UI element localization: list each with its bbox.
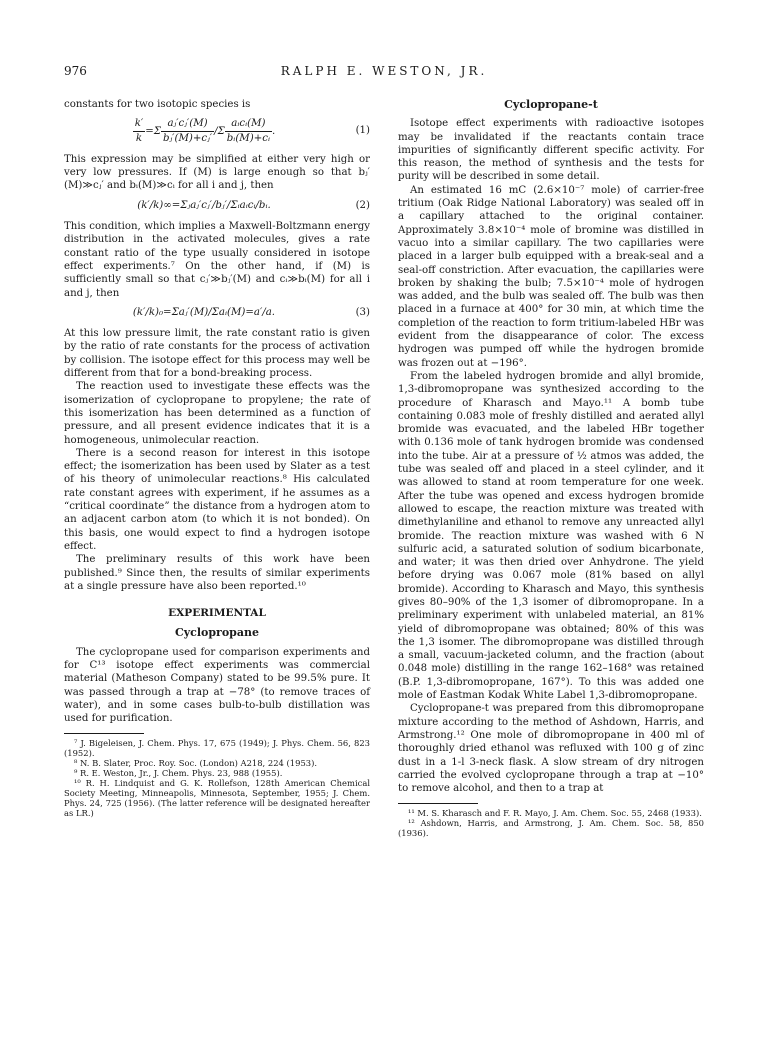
equation-1: $\frac{k'}{k}$ =Σ $\frac{\text{aⱼ′cⱼ′(M)}}{\text{bⱼ′(M)+cⱼ′}}$ /Σ $\frac{\text{aᵢcᵢ(M)}}{\text{bᵢ(M)+cᵢ}}$ . (1) bbox=[134, 118, 370, 144]
section-heading: EXPERIMENTAL bbox=[168, 607, 266, 620]
footnotes bbox=[398, 808, 704, 838]
paragraph: From the labeled hydrogen bromide and allyl bromide, 1,3-dibromopropane was synthesized according to the procedure of Kharasch and Mayo.¹¹ A bomb tube containing 0.083 mole of freshly distilled and aerated allyl bromide was evacuated, and the labeled HBr together with 0.136 mole of tank hydrogen bromide was condensed into the tube. Air at a pressure of ½ atmos was added, the tube was sealed off and placed in a steel cylinder, and it was allowed to stand at room temperature for one week. After the tube was opened and excess hydrogen bromide allowed to escape, the reaction mixture was treated with dimethylaniline and ethanol to remove any unreacted allyl bromide. The reaction mixture was washed with 6 N sulfuric acid, a saturated solution of sodium bicarbonate, and water; it was then dried over Anhydrone. The yield before drying was 0.067 mole (81% based on allyl bromide). According to Kharasch and Mayo, this synthesis gives 80–90% of the 1,3 isomer of dibromopropane. In a preliminary experiment with unlabeled material, an 81% yield of dibromopropane was obtained; 80% of this was the 1,3 isomer. The dibromopropane was distilled through a small, vacuum-jacketed column, and the fraction (about 0.048 mole) distilling in the range 162–168° was retained (B.P. 1,3-dibromopropane, 167°). To this was added one mole of Eastman Kodak White Label 1,3-dibromopropane. bbox=[398, 370, 704, 702]
footnote: ⁹ R. E. Weston, Jr., J. Chem. Phys. 23, 988 (1955). bbox=[74, 768, 283, 779]
left-column bbox=[64, 98, 370, 818]
paragraph: The cyclopropane used for comparison experiments and for C¹³ isotope effect experiments was commercial material (Matheson Company) stated to be 99.5% pure. It was passed through a trap at −78° (to remove traces of water), and in some cases bulb-to-bulb distillation was used for purification. bbox=[64, 646, 370, 725]
footnote: ¹¹ M. S. Kharasch and F. R. Mayo, J. Am. Chem. Soc. 55, 2468 (1933). bbox=[408, 808, 702, 819]
page-header bbox=[64, 64, 704, 82]
equation-number: (2) bbox=[355, 199, 370, 211]
equation-number: (1) bbox=[355, 125, 370, 137]
paragraph: Isotope effect experiments with radioactive isotopes may be invalidated if the reactants contain trace impurities of significantly different specific activity. For this reason, the method of synthesis and the tests for purity will be described in some detail. bbox=[398, 118, 704, 183]
paragraph: The reaction used to investigate these effects was the isomerization of cyclopropane to propylene; the rate of this isomerization has been determined as a function of pressure, and all present evidence indicates that it is a homogeneous, unimolecular reaction. bbox=[64, 381, 370, 446]
paragraph: Cyclopropane-t was prepared from this dibromopropane mixture according to the method of Ashdown, Harris, and Armstrong.¹² One mole of dibromopropane in 400 ml of thoroughly dried ethanol was refluxed with 100 g of zinc dust in a 1-l 3-neck flask. A slow stream of dry nitrogen carried the evolved cyclopropane through a trap at −10° to remove alcohol, and then to a trap at bbox=[398, 703, 704, 795]
eq3-expression: (k′/k)₀=Σaⱼ′(M)/Σaᵢ(M)=a′/a. bbox=[132, 306, 276, 318]
paragraph: At this low pressure limit, the rate constant ratio is given by the ratio of rate constants for the process of activation by collision. The isotope effect for this process may well be different from that for a bond-breaking process. bbox=[64, 328, 370, 380]
footnotes bbox=[64, 738, 370, 818]
paragraph: This expression may be simplified at either very high or very low pressures. If (M) is large enough so that bⱼ′(M)≫cⱼ′ and bᵢ(M)≫cᵢ for all i and j, then bbox=[64, 153, 370, 192]
paragraph: constants for two isotopic species is bbox=[64, 99, 251, 110]
equation-2 bbox=[64, 199, 370, 212]
right-column bbox=[398, 98, 704, 838]
subsection-heading: Cyclopropane bbox=[175, 626, 259, 640]
paragraph: The preliminary results of this work have been published.⁹ Since then, the results of similar experiments at a single pressure have also been reported.¹⁰ bbox=[64, 554, 370, 592]
paragraph: This condition, which implies a Maxwell-Boltzmann energy distribution in the activated molecules, gives a rate constant ratio of the type usually considered in isotope effect experiments.⁷ On the other hand, if (M) is sufficiently small so that cⱼ′≫bⱼ′(M) and cᵢ≫bᵢ(M) for all i and j, then bbox=[64, 221, 370, 299]
eq2-expression: (k′/k)∞=Σⱼaⱼ′cⱼ′/bⱼ′/Σᵢaᵢcᵢ/bᵢ. bbox=[137, 199, 271, 211]
eq1-slash: /Σ bbox=[214, 126, 225, 138]
eq1-sum: =Σ bbox=[145, 126, 161, 138]
footnote-divider bbox=[64, 733, 144, 734]
equation-3 bbox=[64, 306, 370, 319]
eq1-lhs-den: k bbox=[135, 132, 143, 144]
footnote: ¹² Ashdown, Harris, and Armstrong, J. Am. Chem. Soc. 58, 850 (1936). bbox=[398, 818, 704, 839]
footnote: ¹⁰ R. H. Lindquist and G. K. Rollefson, 128th American Chemical Society Meeting, Minneapolis, Minnesota, September, 1955; J. Chem. Phys. 24, 725 (1956). (The latter reference will be designated hereafter as LR.) bbox=[64, 778, 370, 819]
equation-number: (3) bbox=[355, 306, 370, 318]
eq1-num2: aᵢcᵢ(M) bbox=[225, 117, 272, 131]
paragraph: There is a second reason for interest in this isotope effect; the isomerization has been used by Slater as a test of his theory of unimolecular reactions.⁸ His calculated rate constant agrees with experiment, if he assumes as a “critical coordinate” the distance from a hydrogen atom to an adjacent carbon atom (to which it is not bonded). On this basis, one would expect to find a hydrogen isotope effect. bbox=[64, 447, 370, 552]
footnote: ⁸ N. B. Slater, Proc. Roy. Soc. (London) A218, 224 (1953). bbox=[74, 758, 318, 769]
eq1-den1: bⱼ′(M)+cⱼ′ bbox=[162, 132, 213, 144]
eq1-num1: aⱼ′cⱼ′(M) bbox=[161, 117, 214, 131]
eq1-den2: bᵢ(M)+cᵢ bbox=[226, 132, 271, 144]
footnote-divider bbox=[398, 803, 478, 804]
running-title: RALPH E. WESTON, JR. bbox=[280, 64, 488, 78]
page-number: 976 bbox=[64, 64, 87, 78]
eq1-lhs-num: k′ bbox=[133, 117, 146, 131]
paragraph: An estimated 16 mC (2.6×10⁻⁷ mole) of carrier-free tritium (Oak Ridge National Laboratory) was sealed off in a capillary attached to the original container. Approximately 3.8×10⁻⁴ mole of bromine was distilled in vacuo into a similar capillary. The two capillaries were placed in a larger bulb equipped with a break-seal and a seal-off constriction. After evacuation, the capillaries were broken by shaking the bulb; 7.5×10⁻⁴ mole of hydrogen was added, and the bulb was sealed off. The bulb was then placed in a furnace at 400° for 30 min, at which time the completion of the reaction to form tritium-labeled HBr was evident from the disappearance of color. The excess hydrogen was pumped off while the hydrogen bromide was frozen out at −196°. bbox=[398, 184, 704, 369]
section-title: Cyclopropane-t bbox=[504, 98, 598, 111]
footnote: ⁷ J. Bigeleisen, J. Chem. Phys. 17, 675 (1949); J. Phys. Chem. 56, 823 (1952). bbox=[64, 738, 370, 759]
